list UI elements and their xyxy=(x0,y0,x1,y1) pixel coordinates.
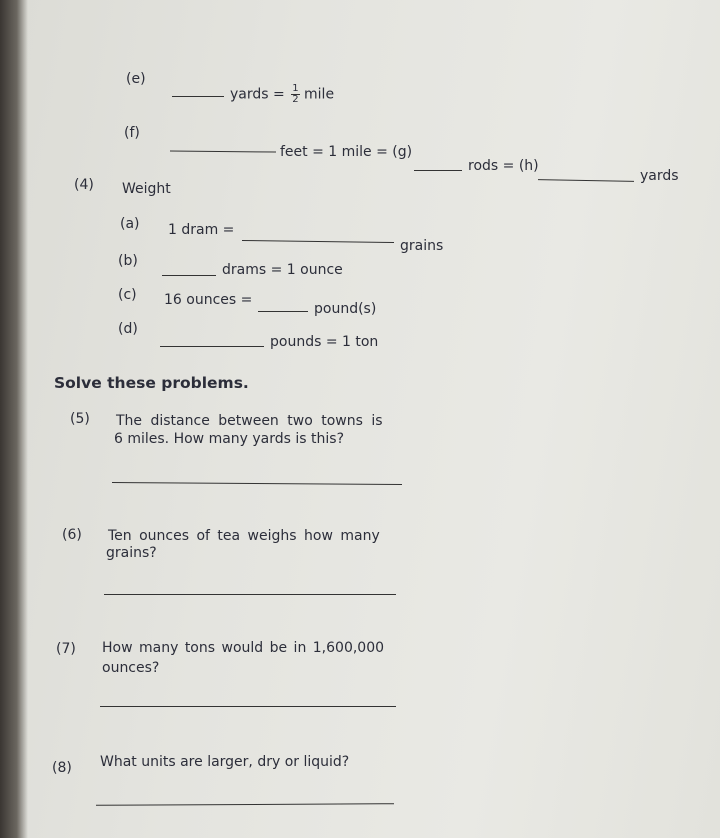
weight-a-unit: grains xyxy=(400,238,444,254)
item-f-text-2: rods = (h) xyxy=(468,158,539,174)
weight-c-text: 16 ounces = xyxy=(164,292,253,308)
problem-8-line-1: What units are larger, dry or liquid? xyxy=(100,754,350,770)
problem-7-line-1: How many tons would be in 1,600,000 xyxy=(102,640,385,656)
item-e-text: yards = xyxy=(230,86,285,103)
weight-c-blank xyxy=(258,311,308,312)
fraction-denominator: 2 xyxy=(292,94,299,105)
weight-d-text: pounds = 1 ton xyxy=(270,334,379,350)
problem-5-line-2: 6 miles. How many yards is this? xyxy=(114,431,345,447)
weight-c-unit: pound(s) xyxy=(314,301,377,317)
problem-6-line-2: grains? xyxy=(106,545,157,561)
problem-6-answer-line xyxy=(104,594,396,595)
item-e-label: (e) xyxy=(126,71,146,87)
weight-a-label: (a) xyxy=(120,216,140,232)
section-4-number: (4) xyxy=(74,177,94,193)
problem-8-number: (8) xyxy=(52,760,72,776)
weight-b-blank xyxy=(162,275,216,276)
page-shadow-edge xyxy=(0,0,28,838)
fraction-numerator: 1 xyxy=(292,83,299,94)
item-g-blank xyxy=(414,170,462,171)
item-f-text-3: yards xyxy=(640,168,679,184)
weight-a-text: 1 dram = xyxy=(168,222,235,238)
item-f-text-1: feet = 1 mile = (g) xyxy=(280,144,413,160)
weight-d-blank xyxy=(160,346,264,347)
solve-heading: Solve these problems. xyxy=(54,374,249,392)
problem-7-line-2: ounces? xyxy=(102,660,160,676)
problem-6-number: (6) xyxy=(62,527,82,543)
item-e-fraction xyxy=(291,84,299,105)
weight-d-label: (d) xyxy=(118,321,138,337)
weight-b-label: (b) xyxy=(118,253,138,269)
problem-5-line-1: The distance between two towns is xyxy=(116,413,383,429)
item-e-unit: mile xyxy=(304,86,335,103)
item-e-blank xyxy=(172,96,224,97)
section-4-heading: Weight xyxy=(122,181,171,197)
item-f-label: (f) xyxy=(124,125,140,141)
problem-5-number: (5) xyxy=(70,411,90,427)
weight-b-text: drams = 1 ounce xyxy=(222,262,343,278)
problem-7-number: (7) xyxy=(56,641,76,657)
problem-6-line-1: Ten ounces of tea weighs how many xyxy=(108,528,380,544)
item-e-expression xyxy=(230,84,334,105)
weight-c-label: (c) xyxy=(118,287,137,303)
problem-7-answer-line xyxy=(100,706,396,707)
